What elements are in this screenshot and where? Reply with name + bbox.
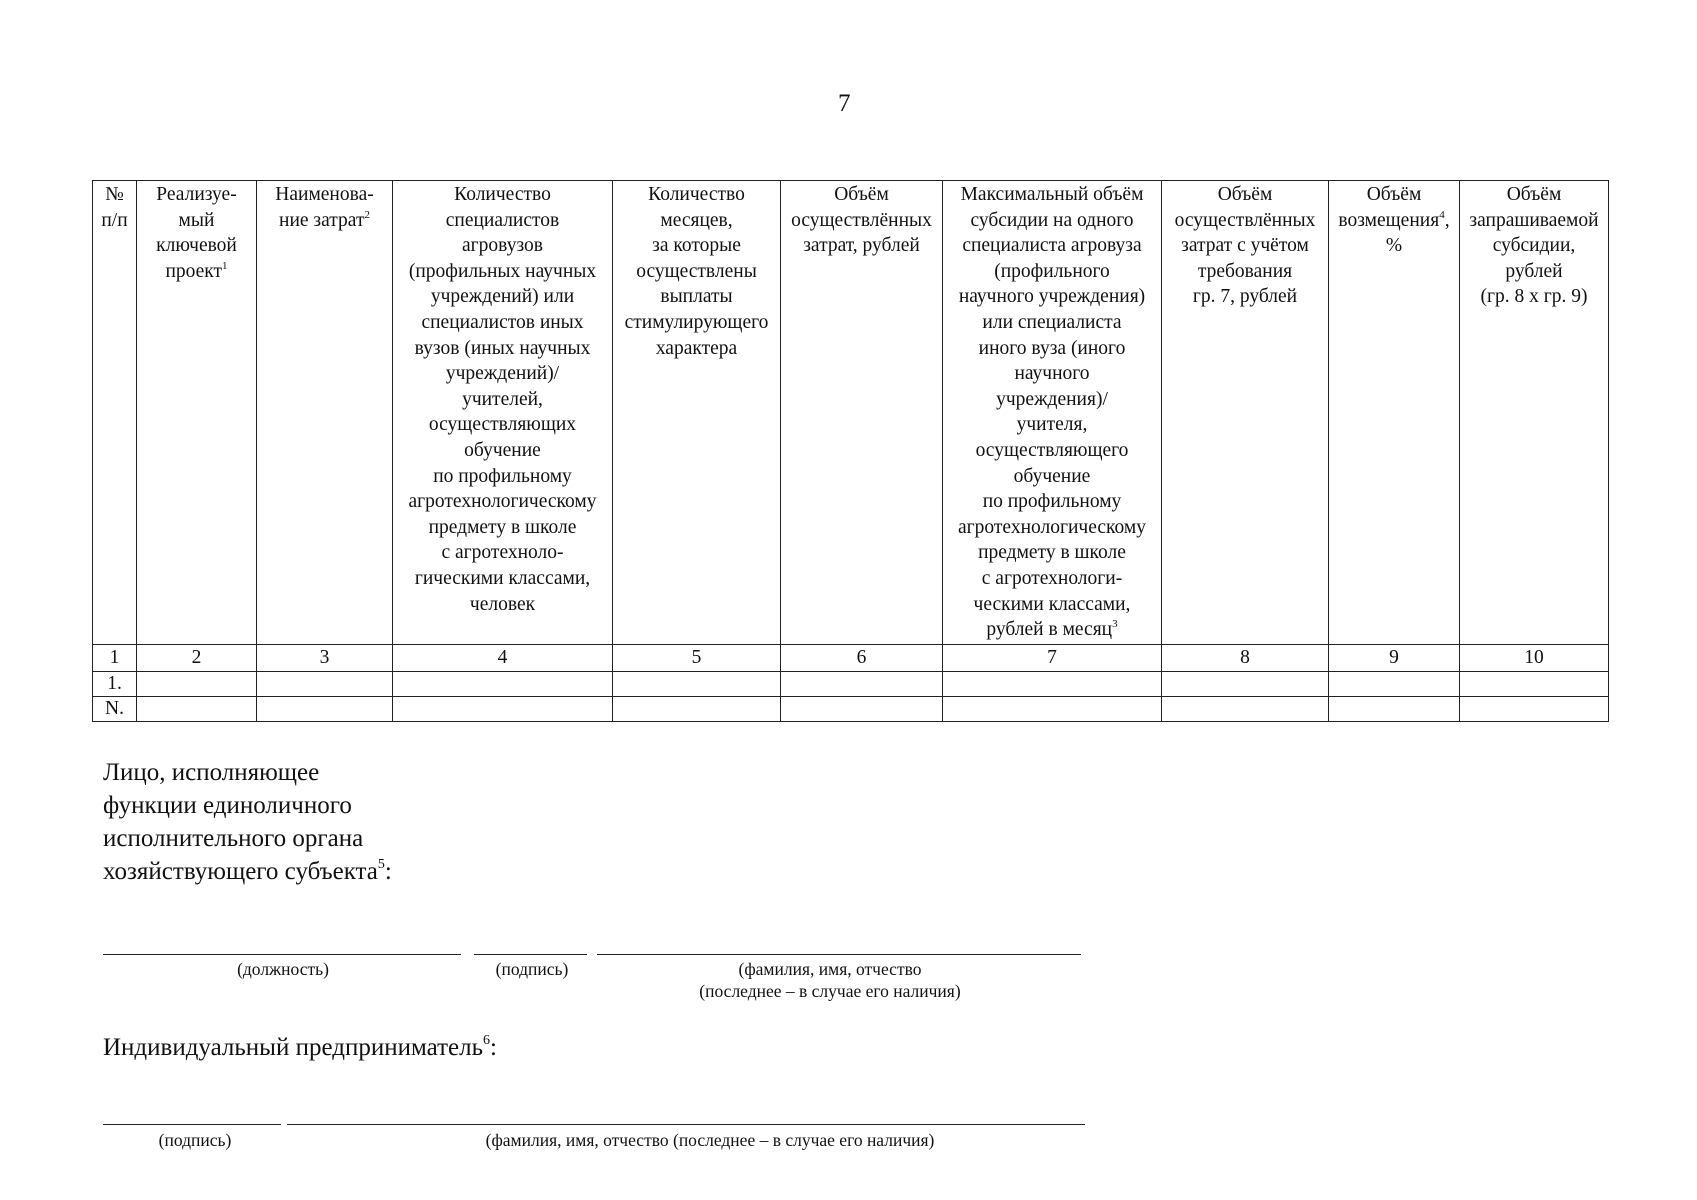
empty-cell bbox=[1162, 697, 1329, 722]
signature-caption: (подпись) bbox=[495, 959, 569, 979]
header-cell bbox=[137, 181, 257, 645]
empty-cell bbox=[781, 672, 943, 697]
header-row bbox=[93, 181, 1609, 645]
footnote-mark: 5 bbox=[377, 857, 385, 872]
header-text: № п/п bbox=[101, 184, 128, 231]
empty-cell bbox=[1460, 672, 1609, 697]
footnote-mark: 4 bbox=[1439, 208, 1445, 221]
subsidy-table bbox=[92, 180, 1609, 722]
header-cell bbox=[613, 181, 781, 645]
ip-fio-caption: (фамилия, имя, отчество (последнее – в случае его наличия) bbox=[485, 1130, 935, 1150]
empty-cell bbox=[393, 697, 613, 722]
fio-caption: (фамилия, имя, отчество (последнее – в случае его наличия) bbox=[699, 959, 961, 1001]
empty-cell bbox=[1460, 697, 1609, 722]
fio-line bbox=[597, 954, 1081, 955]
ip-fio-line bbox=[287, 1124, 1085, 1125]
header-text: Количество специалистов агровузов (профильных научных учреждений) или специалистов иных вузов (иных научных учреждений)/ учителей, осуществляющих обучение по профильному агротехнологическому предмету в школе с агротехноло- гическими классами, человек bbox=[408, 184, 597, 615]
empty-cell bbox=[137, 697, 257, 722]
header-cell bbox=[1460, 181, 1609, 645]
header-cell bbox=[257, 181, 393, 645]
column-number: 4 bbox=[393, 645, 613, 672]
ip-signature-caption: (подпись) bbox=[158, 1130, 232, 1150]
header-cell bbox=[393, 181, 613, 645]
column-number-row bbox=[93, 645, 1609, 672]
empty-cell bbox=[943, 697, 1162, 722]
column-number: 8 bbox=[1162, 645, 1329, 672]
footnote-mark: 1 bbox=[222, 259, 228, 272]
footnote-mark: 2 bbox=[364, 208, 370, 221]
empty-cell bbox=[257, 672, 393, 697]
ip-label bbox=[103, 1031, 497, 1064]
header-cell bbox=[781, 181, 943, 645]
header-cell bbox=[943, 181, 1162, 645]
header-text: Объём возмещения bbox=[1338, 184, 1440, 231]
empty-cell bbox=[137, 672, 257, 697]
empty-cell bbox=[613, 697, 781, 722]
ip-colon: : bbox=[489, 1034, 497, 1061]
footnote-mark: 6 bbox=[482, 1033, 490, 1048]
footnote-mark: 3 bbox=[1112, 618, 1118, 631]
column-number: 7 bbox=[943, 645, 1162, 672]
header-text-tail: , % bbox=[1385, 209, 1450, 257]
empty-cell bbox=[613, 672, 781, 697]
column-number: 6 bbox=[781, 645, 943, 672]
header-cell bbox=[93, 181, 137, 645]
column-number: 2 bbox=[137, 645, 257, 672]
column-number: 3 bbox=[257, 645, 393, 672]
page-number: 7 bbox=[838, 90, 851, 117]
column-number: 5 bbox=[613, 645, 781, 672]
header-text: Максимальный объём субсидии на одного специалиста агровуза (профильного научного учреждения) или специалиста иного вуза (иного научного учреждения)/ учителя, осуществляющего обучение по профильному агротехнологическому предмету в школе с агротехнологи- ческими классами, рублей в месяц bbox=[958, 184, 1146, 641]
empty-cell bbox=[1162, 672, 1329, 697]
column-number: 1 bbox=[93, 645, 137, 672]
header-text: Объём осуществлённых затрат, рублей bbox=[791, 184, 932, 257]
table-row bbox=[93, 697, 1609, 722]
column-number: 9 bbox=[1329, 645, 1460, 672]
empty-cell bbox=[1329, 672, 1460, 697]
signature-line bbox=[474, 954, 587, 955]
empty-cell bbox=[781, 697, 943, 722]
position-caption: (должность) bbox=[237, 959, 329, 979]
empty-cell bbox=[943, 672, 1162, 697]
signatory-label bbox=[103, 756, 392, 888]
header-text: Наименова- ние затрат bbox=[275, 184, 374, 231]
header-cell bbox=[1162, 181, 1329, 645]
empty-cell bbox=[257, 697, 393, 722]
ip-signature-line bbox=[103, 1124, 281, 1125]
row-number: 1. bbox=[93, 672, 137, 697]
header-text: Реализуе- мый ключевой проект bbox=[156, 184, 237, 282]
row-number: N. bbox=[93, 697, 137, 722]
signatory-colon: : bbox=[384, 858, 392, 885]
header-text: Объём осуществлённых затрат с учётом требования гр. 7, рублей bbox=[1174, 184, 1316, 308]
empty-cell bbox=[1329, 697, 1460, 722]
ip-text: Индивидуальный предприниматель bbox=[103, 1034, 483, 1061]
empty-cell bbox=[393, 672, 613, 697]
signatory-text: Лицо, исполняющее функции единоличного исполнительного органа хозяйствующего субъекта bbox=[103, 759, 378, 885]
column-number: 10 bbox=[1460, 645, 1609, 672]
header-cell bbox=[1329, 181, 1460, 645]
position-line bbox=[103, 954, 461, 955]
table-row bbox=[93, 672, 1609, 697]
header-text: Количество месяцев, за которые осуществлены выплаты стимулирующего характера bbox=[624, 184, 769, 359]
header-text: Объём запрашиваемой субсидии, рублей (гр. 8 х гр. 9) bbox=[1469, 184, 1599, 308]
